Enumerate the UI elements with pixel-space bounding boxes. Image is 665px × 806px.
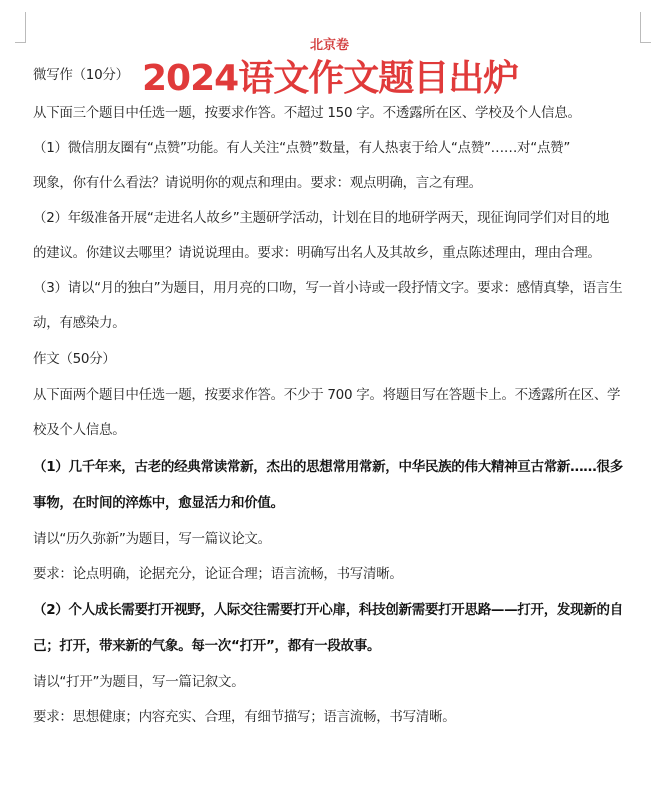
micro-q3-line2: 动，有感染力。 — [33, 315, 126, 331]
essay-q1-prompt-line1: （1）几千年来，古老的经典常读常新，杰出的思想常用常新，中华民族的伟大精神亘古常新……很多 — [33, 459, 623, 475]
micro-q1-line1: （1）微信朋友圈有“点赞”功能。有人关注“点赞”数量，有人热衷于给人“点赞”……对“点赞” — [33, 140, 571, 156]
essay-q2-prompt-line2: 己；打开，带来新的气象。每一次“打开”，都有一段故事。 — [33, 638, 381, 654]
essay-q2-prompt-line1: （2）个人成长需要打开视野，人际交往需要打开心扉，科技创新需要打开思路——打开，发现新的自 — [33, 602, 623, 618]
essay-q2-task: 请以“打开”为题目，写一篇记叙文。 — [33, 674, 245, 690]
essay-instruction-line1: 从下面两个题目中任选一题，按要求作答。不少于 700 字。将题目写在答题卡上。不透露所在区、学 — [33, 387, 621, 403]
micro-writing-heading: 微写作（10分） — [33, 67, 129, 83]
essay-q1-prompt-line2: 事物，在时间的淬炼中，愈显活力和价值。 — [33, 495, 284, 511]
page-corner-mark-right — [640, 12, 651, 43]
banner-subtitle: 北京卷 — [310, 38, 350, 53]
essay-instruction-line2: 校及个人信息。 — [33, 422, 126, 438]
essay-q2-requirements: 要求：思想健康；内容充实、合理，有细节描写；语言流畅，书写清晰。 — [33, 709, 456, 725]
micro-q3-line1: （3）请以“月的独白”为题目，用月亮的口吻，写一首小诗或一段抒情文字。要求：感情真挚，语言生 — [33, 280, 623, 296]
micro-q2-line1: （2）年级准备开展“走进名人故乡”主题研学活动，计划在目的地研学两天，现征询同学们对目的地 — [33, 210, 610, 226]
micro-q1-line2: 现象，你有什么看法？请说明你的观点和理由。要求：观点明确，言之有理。 — [33, 175, 482, 191]
essay-q1-task: 请以“历久弥新”为题目，写一篇议论文。 — [33, 531, 271, 547]
micro-instruction: 从下面三个题目中任选一题，按要求作答。不超过 150 字。不透露所在区、学校及个人信息。 — [33, 105, 581, 121]
micro-q2-line2: 的建议。你建议去哪里？请说说理由。要求：明确写出名人及其故乡，重点陈述理由，理由合理。 — [33, 245, 601, 261]
essay-heading: 作文（50分） — [33, 351, 116, 367]
page-corner-mark-left — [15, 12, 26, 43]
essay-q1-requirements: 要求：论点明确，论据充分，论证合理；语言流畅，书写清晰。 — [33, 566, 403, 582]
banner-title: 2024语文作文题目出炉 — [142, 58, 519, 99]
